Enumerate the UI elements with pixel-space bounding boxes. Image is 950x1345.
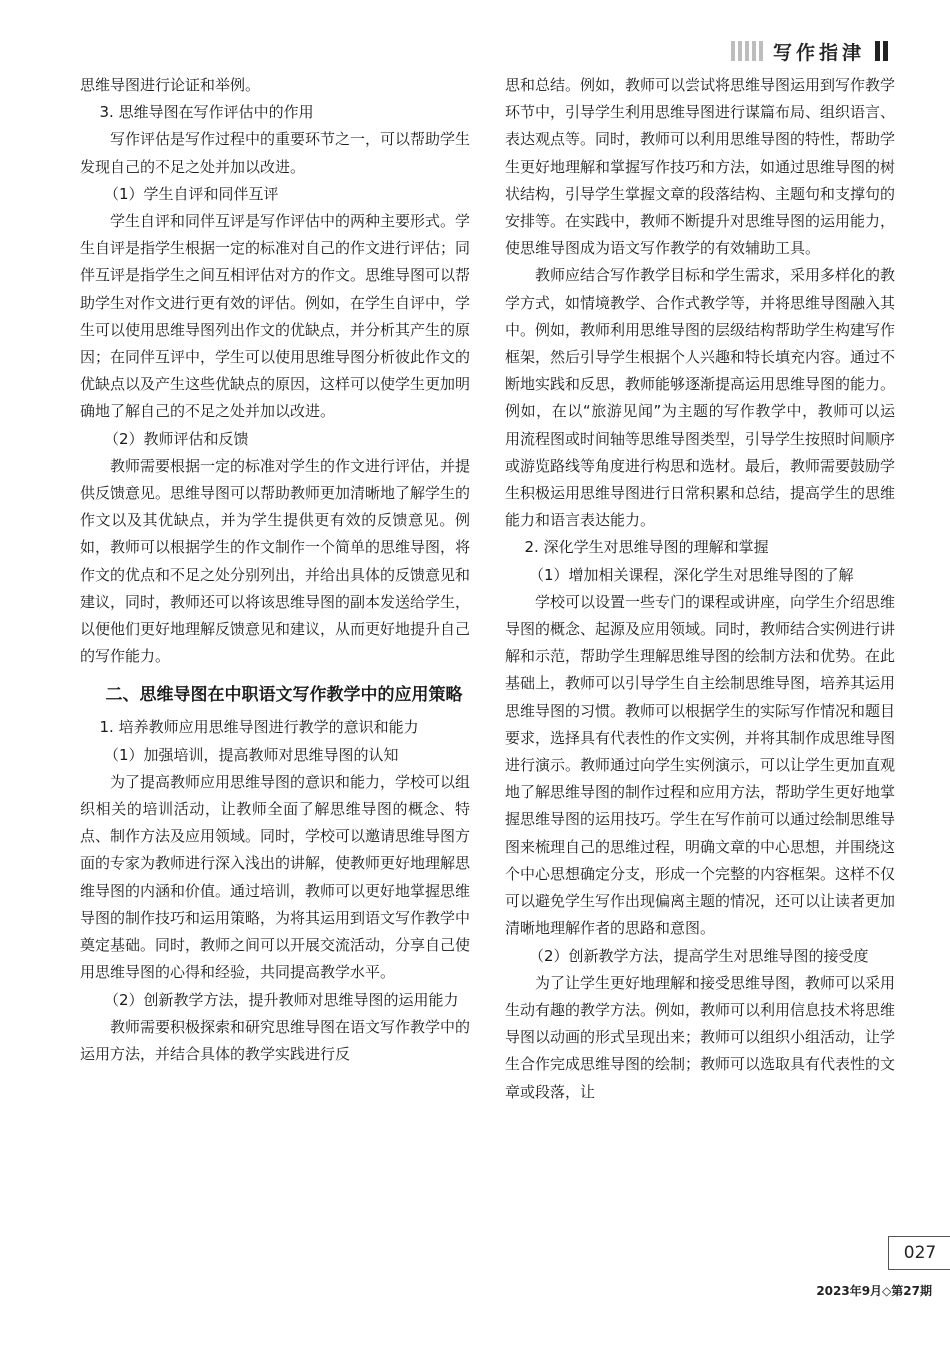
section-heading: 3. 思维导图在写作评估中的作用: [99, 103, 314, 122]
issue-info: 2023年9月◇第27期: [816, 1284, 932, 1298]
section-title: 写作指津: [772, 41, 865, 64]
subsection-heading: （2）创新教学方法，提高学生对思维导图的接受度: [529, 946, 869, 965]
paragraph: 写作评估是写作过程中的重要环节之一，可以帮助学生发现自己的不足之处并加以改进。: [80, 130, 471, 176]
paragraph-continued: 思维导图进行论证和举例。: [80, 76, 261, 94]
left-column: [80, 72, 470, 1068]
chapter-heading: 二、思维导图在中职语文写作教学中的应用策略: [105, 685, 463, 706]
paragraph: 为了提高教师应用思维导图的意识和能力，学校可以组织相关的培训活动，让教师全面了解思维导图的概念、特点、制作方法及应用领域。同时，学校可以邀请思维导图方面的专家为教师进行深入浅出的讲解，使教师更好地理解思维导图的内涵和价值。通过培训，教师可以更好地掌握思维导图的制作技巧和运用策略，为将其运用到语文写作教学中奠定基础。同时，教师之间可以开展交流活动，分享自己使用思维导图的心得和经验，共同提高教学水平。: [80, 772, 471, 982]
paragraph: 教师需要根据一定的标准对学生的作文进行评估，并提供反馈意见。思维导图可以帮助教师更加清晰地了解学生的作文以及其优缺点，并为学生提供更有效的反馈意见。例如，教师可以根据学生的作文制作一个简单的思维导图，将作文的优点和不足之处分别列出，并给出具体的反馈意见和建议，同时，教师还可以将该思维导图的副本发送给学生，以便他们更好地理解反馈意见和建议，从而更好地提升自己的写作能力。: [80, 456, 471, 666]
paragraph: 学校可以设置一些专门的课程或讲座，向学生介绍思维导图的概念、起源及应用领域。同时，教师结合实例进行讲解和示范，帮助学生理解思维导图的绘制方法和优势。在此基础上，教师可以引导学生自主绘制思维导图，培养其运用思维导图的习惯。教师可以根据学生的实际写作情况和题目要求，选择具有代表性的作文实例，并将其制作成思维导图进行演示。教师通过向学生实例演示，可以让学生更加直观地了解思维导图的制作过程和应用方法，帮助学生更好地掌握思维导图的运用技巧。学生在写作前可以通过绘制思维导图来梳理自己的思维过程，明确文章的中心思想，并围绕这个中心思想确定分支，形成一个完整的内容框架。这样不仅可以避免学生写作出现偏离主题的情况，还可以让读者更加清晰地理解作者的思路和意图。: [505, 592, 896, 938]
subsection-heading: （2）教师评估和反馈: [104, 429, 249, 448]
right-column: [505, 72, 895, 1106]
subsection-heading: （1）加强培训，提高教师对思维导图的认知: [104, 745, 399, 764]
header-bars-right: [875, 41, 888, 61]
page-number: 027: [888, 1236, 950, 1270]
subsection-heading: （2）创新教学方法，提升教师对思维导图的运用能力: [104, 990, 459, 1009]
paragraph: 教师应结合写作教学目标和学生需求，采用多样化的教学方式，如情境教学、合作式教学等，并将思维导图融入其中。例如，教师利用思维导图的层级结构帮助学生构建写作框架，然后引导学生根据个人兴趣和特长填充内容。通过不断地实践和反思，教师能够逐渐提高运用思维导图的能力。例如，在以“旅游见闻”为主题的写作教学中，教师可以运用流程图或时间轴等思维导图类型，引导学生按照时间顺序或游览路线等角度进行构思和选材。最后，教师需要鼓励学生积极运用思维导图进行日常积累和总结，提高学生的思维能力和语言表达能力。: [505, 266, 896, 530]
subsection-heading: （1）学生自评和同伴互评: [104, 184, 279, 203]
paragraph: 为了让学生更好地理解和接受思维导图，教师可以采用生动有趣的教学方法。例如，教师可以利用信息技术将思维导图以动画的形式呈现出来；教师可以组织小组活动，让学生合作完成思维导图的绘制；教师可以选取具有代表性的文章或段落，让: [505, 973, 896, 1101]
header-bars-left: [731, 41, 763, 61]
subsection-heading: （1）增加相关课程，深化学生对思维导图的了解: [529, 565, 854, 584]
section-header: [731, 38, 888, 64]
paragraph: 学生自评和同伴互评是写作评估中的两种主要形式。学生自评是指学生根据一定的标准对自己的作文进行评估；同伴互评是指学生之间互相评估对方的作文。思维导图可以帮助学生对作文进行更有效的评估。例如，在学生自评中，学生可以使用思维导图列出作文的优缺点，并分析其产生的原因；在同伴互评中，学生可以使用思维导图分析彼此作文的优缺点以及产生这些优缺点的原因，这样可以使学生更加明确地了解自己的不足之处并加以改进。: [80, 212, 471, 421]
paragraph-continued: 思和总结。例如，教师可以尝试将思维导图运用到写作教学环节中，引导学生利用思维导图进行谋篇布局、组织语言、表达观点等。同时，教师可以利用思维导图的特性，帮助学生更好地理解和掌握写作技巧和方法，如通过思维导图的树状结构，引导学生掌握文章的段落结构、主题句和支撑句的安排等。在实践中，教师不断提升对思维导图的运用能力，使思维导图成为语文写作教学的有效辅助工具。: [505, 76, 896, 258]
section-heading: 1. 培养教师应用思维导图进行教学的意识和能力: [99, 718, 419, 737]
section-heading: 2. 深化学生对思维导图的理解和掌握: [524, 538, 769, 557]
paragraph: 教师需要积极探索和研究思维导图在语文写作教学中的运用方法，并结合具体的教学实践进行反: [80, 1017, 471, 1063]
